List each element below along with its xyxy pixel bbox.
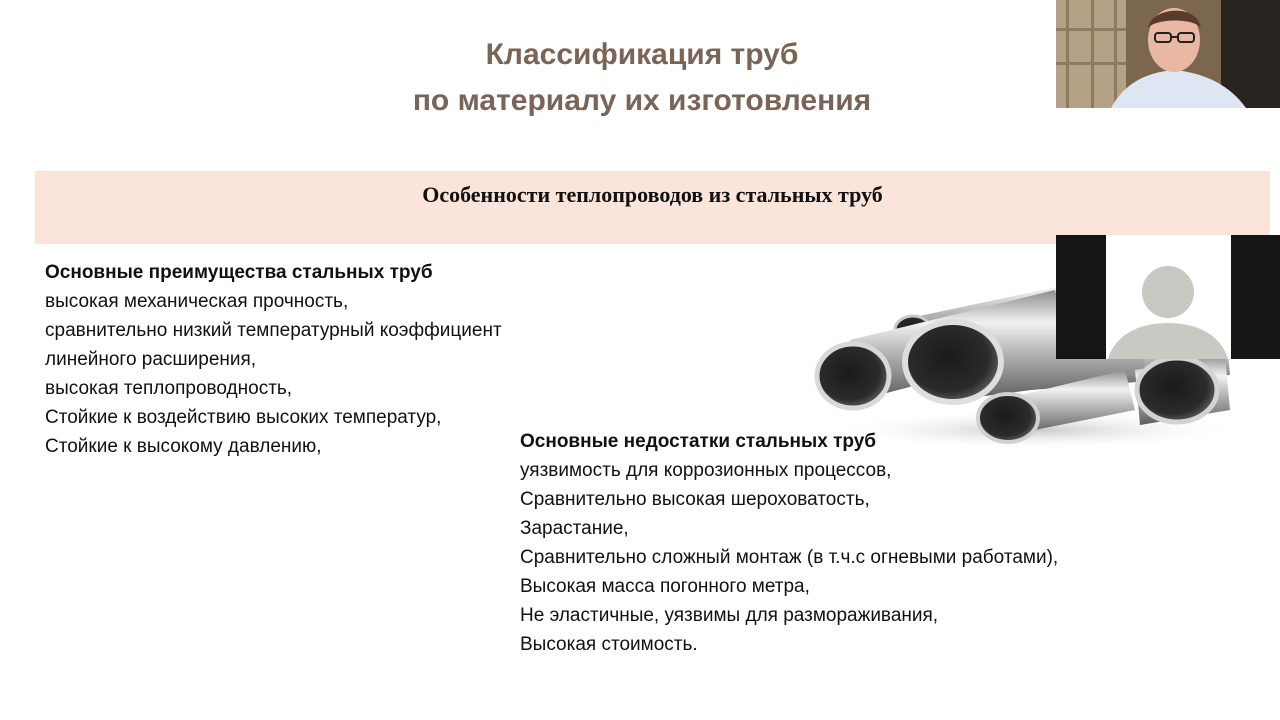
section-banner xyxy=(35,171,1270,244)
list-item: уязвимость для коррозионных процессов, xyxy=(520,460,892,481)
advantages-list xyxy=(45,258,502,461)
disadvantages-heading: Основные недостатки стальных труб xyxy=(520,431,877,452)
list-item: Сравнительно сложный монтаж (в т.ч.с огневыми работами), xyxy=(520,547,1059,568)
disadvantages-list xyxy=(520,427,1058,659)
list-item: Не эластичные, уязвимы для размораживания, xyxy=(520,605,939,626)
list-item: Высокая масса погонного метра, xyxy=(520,576,810,597)
list-item: Стойкие к высокому давлению, xyxy=(45,436,322,457)
list-item: Зарастание, xyxy=(520,518,629,539)
list-item: линейного расширения, xyxy=(45,349,257,370)
slide-title-line-2: по материалу их изготовления xyxy=(412,84,872,117)
list-item: высокая теплопроводность, xyxy=(45,378,293,399)
user-avatar-icon xyxy=(1056,235,1280,359)
list-item: высокая механическая прочность, xyxy=(45,291,349,312)
webcam-speaker xyxy=(1056,0,1280,108)
list-item: Высокая стоимость. xyxy=(520,634,698,655)
list-item: Сравнительно высокая шероховатость, xyxy=(520,489,870,510)
advantages-heading: Основные преимущества стальных труб xyxy=(45,262,433,283)
list-item: Стойкие к воздействию высоких температур, xyxy=(45,407,442,428)
list-item: сравнительно низкий температурный коэффициент xyxy=(45,320,502,341)
banner-title: Особенности теплопроводов из стальных труб xyxy=(422,182,883,207)
slide-title-line-1: Классификация труб xyxy=(485,38,799,71)
participant-video-tile xyxy=(1056,235,1280,359)
